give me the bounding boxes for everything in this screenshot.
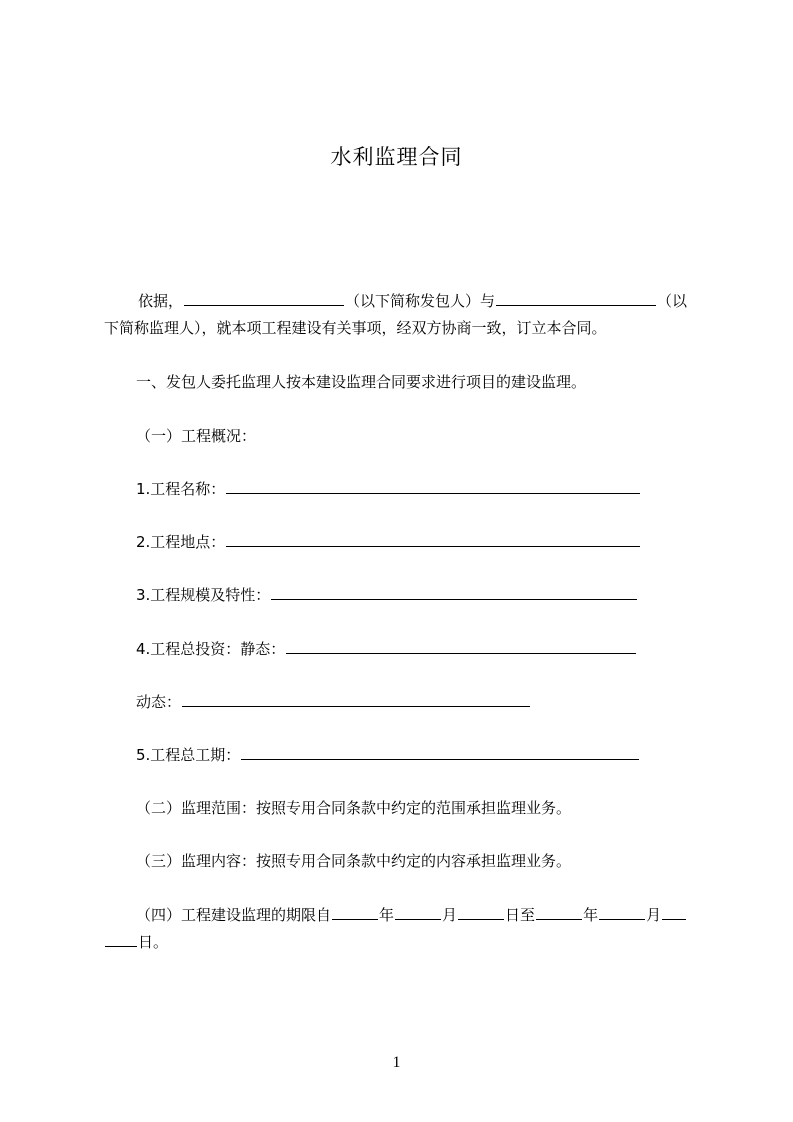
dynamic-investment-row [136,692,531,712]
total-duration-row [136,745,640,765]
intro-line-1 [138,291,687,311]
intro-line-2: 下简称监理人），就本项工程建设有关事项，经双方协商一致，订立本合同。 [104,319,607,337]
end-year-label: 年 [583,906,599,924]
dynamic-investment-field[interactable] [182,692,530,707]
clause-1: 一、发包人委托监理人按本建设监理合同要求进行项目的建设监理。 [136,373,587,391]
end-month-field[interactable] [599,905,645,920]
end-month-label: 月 [646,906,662,924]
project-scale-field[interactable] [271,585,637,600]
total-duration-label: 5.工程总工期： [136,746,241,764]
project-scale-row [136,585,638,605]
project-scale-label: 3.工程规模及特性： [136,586,271,604]
static-investment-field[interactable] [286,639,636,654]
document-title: 水利监理合同 [330,145,463,169]
section-3: （三）监理内容：按照专用合同条款中约定的内容承担监理业务。 [136,852,572,870]
intro-text-2: （以下简称发包人）与 [345,292,496,310]
static-investment-label: 4.工程总投资：静态： [136,640,286,658]
start-day-label: 日至 [505,906,536,924]
start-year-field[interactable] [332,905,378,920]
end-day-label: 日。 [138,933,169,951]
period-text: （四）工程建设监理的期限自 [136,906,332,924]
project-location-field[interactable] [226,532,640,547]
section-4-line-1 [136,905,687,925]
end-year-field[interactable] [536,905,582,920]
intro-text-3: （以 [657,292,688,310]
supervisor-name-field[interactable] [496,291,656,306]
project-location-row [136,532,641,552]
intro-text-1: 依据， [138,292,184,310]
static-investment-row [136,639,637,659]
end-day-field-part-2[interactable] [105,932,137,947]
project-location-label: 2.工程地点： [136,533,226,551]
section-4-line-2 [104,932,168,952]
project-name-label: 1.工程名称： [136,480,226,498]
page-number: 1 [392,1054,401,1071]
dynamic-investment-label: 动态： [136,693,182,711]
start-year-label: 年 [379,906,395,924]
start-day-field[interactable] [458,905,504,920]
section-2: （二）监理范围：按照专用合同条款中约定的范围承担监理业务。 [136,799,572,817]
start-month-field[interactable] [395,905,441,920]
project-name-field[interactable] [226,479,640,494]
section-1-heading: （一）工程概况： [136,427,257,445]
total-duration-field[interactable] [241,745,639,760]
start-month-label: 月 [442,906,458,924]
employer-name-field[interactable] [184,291,344,306]
project-name-row [136,479,641,499]
end-day-field-part-1[interactable] [662,905,686,920]
